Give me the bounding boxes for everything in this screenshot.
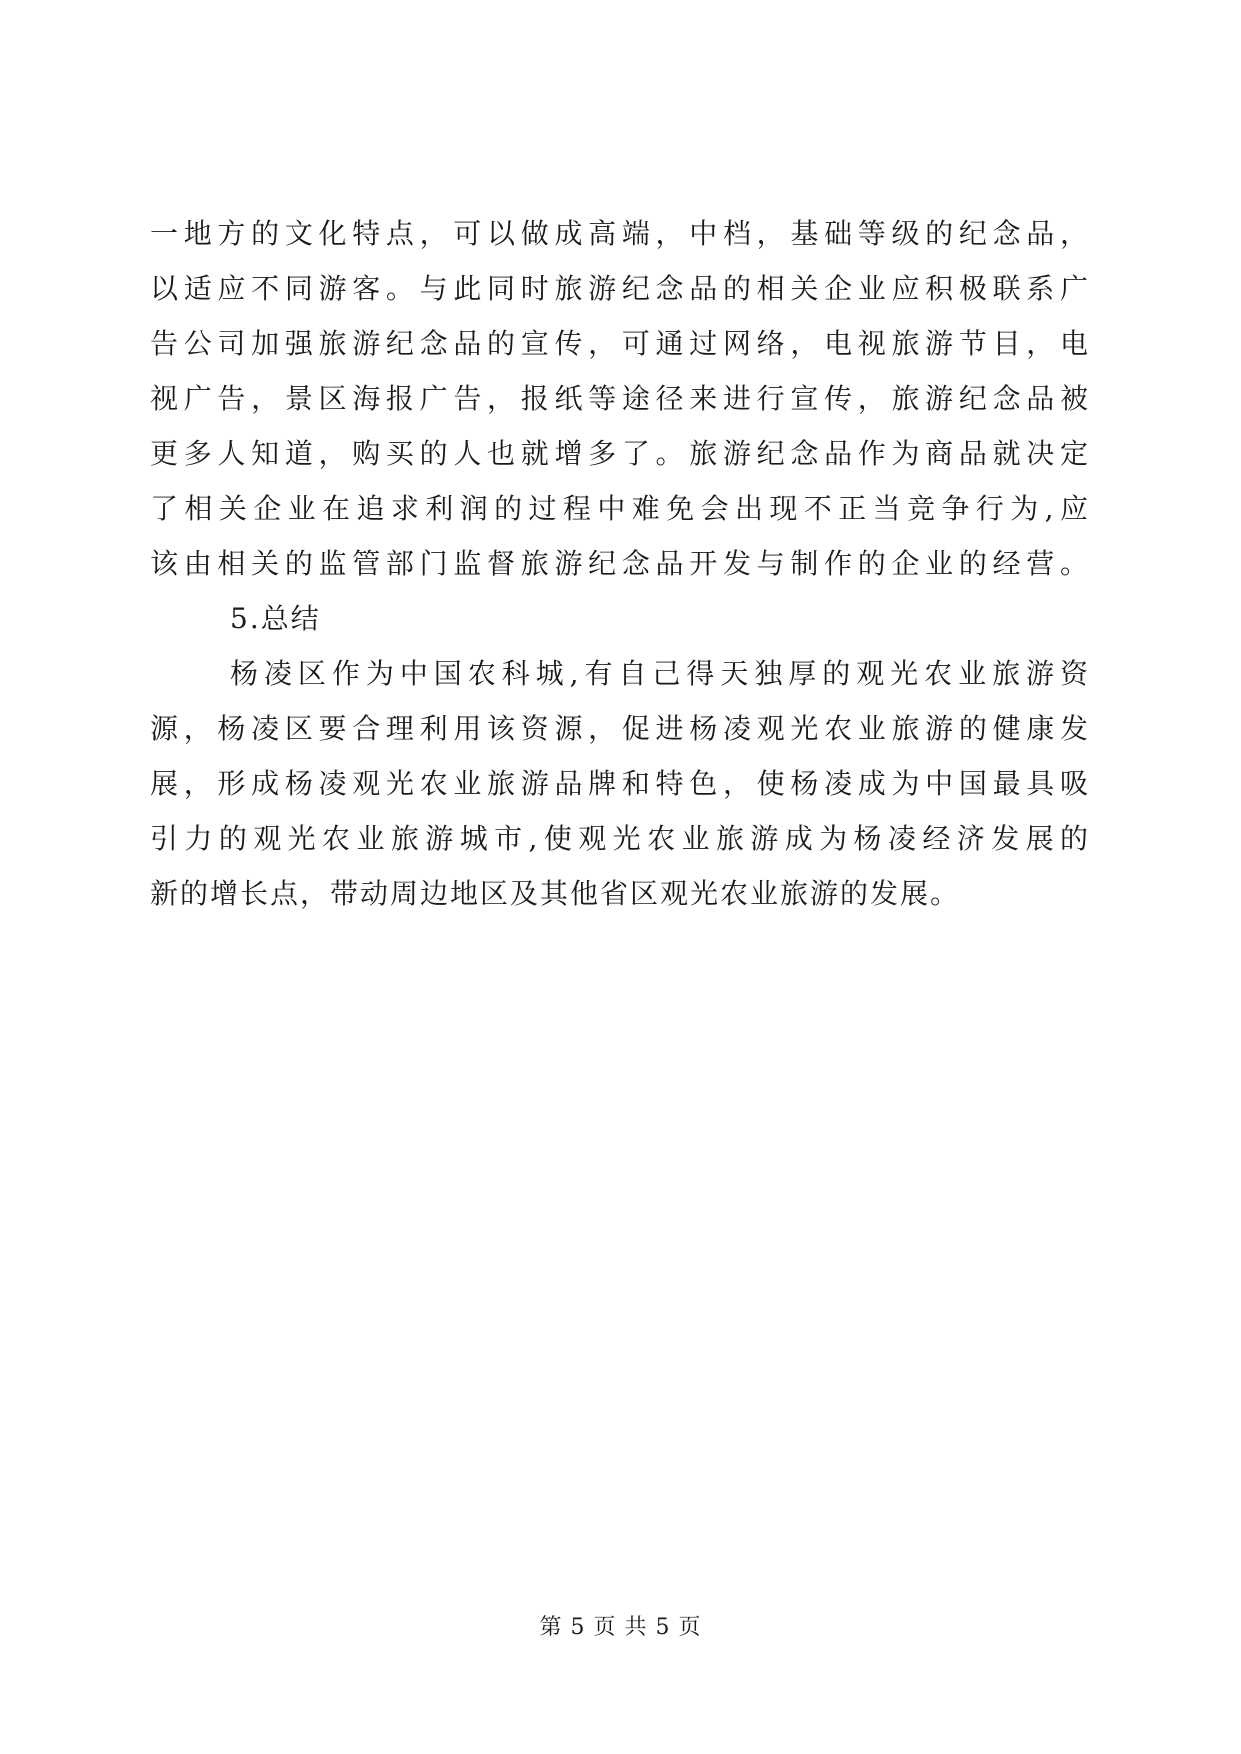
paragraph-line: 一地方的文化特点，可以做成高端，中档，基础等级的纪念品， xyxy=(150,217,1090,250)
paragraph-line: 更多人知道，购买的人也就增多了。旅游纪念品作为商品就决定 xyxy=(150,437,1090,470)
section-heading: 5.总结 xyxy=(230,602,321,635)
page-number-label: 第 5 页 共 5 页 xyxy=(539,1615,702,1640)
paragraph-line: 杨凌区作为中国农科城,有自己得天独厚的观光农业旅游资 xyxy=(230,657,1090,690)
paragraph-line: 展，形成杨凌观光农业旅游品牌和特色，使杨凌成为中国最具吸 xyxy=(150,767,1090,800)
paragraph-line: 了相关企业在追求利润的过程中难免会出现不正当竞争行为,应 xyxy=(150,492,1090,525)
paragraph-line: 视广告，景区海报广告，报纸等途径来进行宣传，旅游纪念品被 xyxy=(150,382,1090,415)
page-footer xyxy=(0,1610,1241,1641)
paragraph-line: 告公司加强旅游纪念品的宣传，可通过网络，电视旅游节目，电 xyxy=(150,327,1090,360)
paragraph-line: 引力的观光农业旅游城市,使观光农业旅游成为杨凌经济发展的 xyxy=(150,822,1090,855)
document-body xyxy=(150,206,1090,921)
paragraph-line: 新的增长点，带动周边地区及其他省区观光农业旅游的发展。 xyxy=(150,877,961,910)
paragraph-line: 该由相关的监管部门监督旅游纪念品开发与制作的企业的经营。 xyxy=(150,547,1090,580)
paragraph-line: 源，杨凌区要合理利用该资源，促进杨凌观光农业旅游的健康发 xyxy=(150,712,1090,745)
paragraph-line: 以适应不同游客。与此同时旅游纪念品的相关企业应积极联系广 xyxy=(150,272,1090,305)
